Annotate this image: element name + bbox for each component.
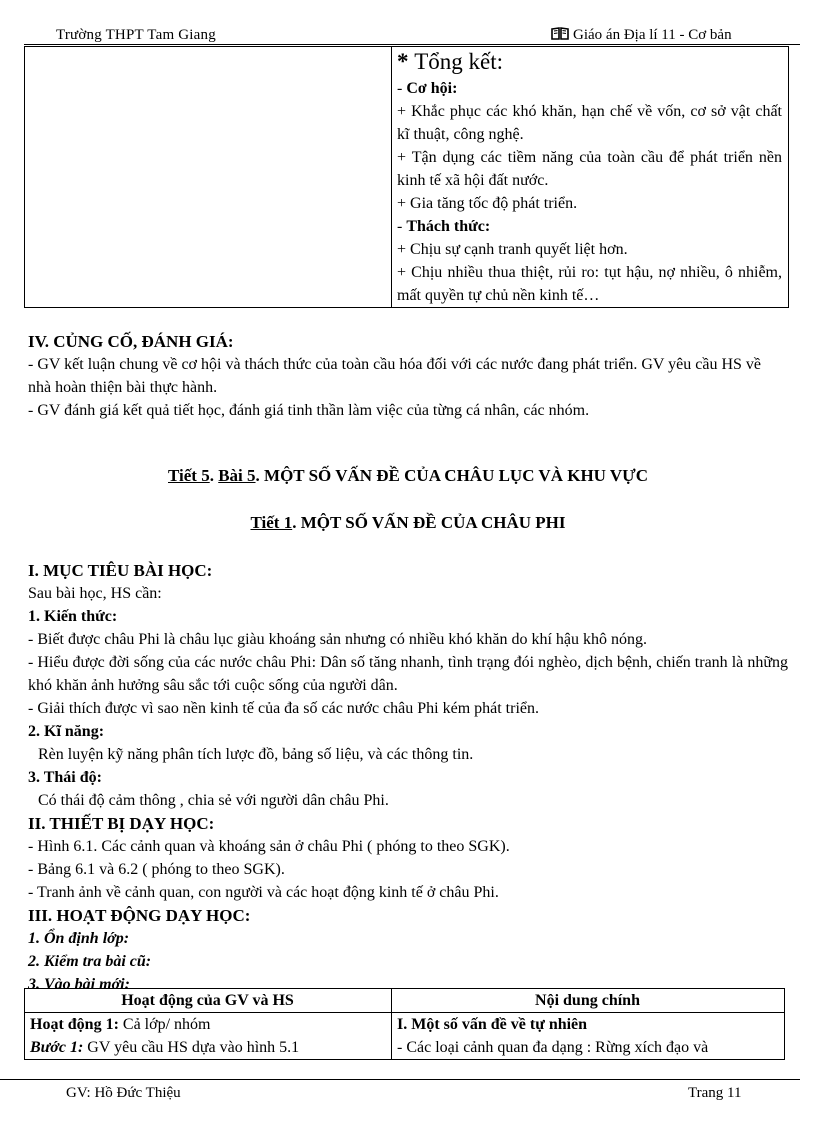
- activities-heading: III. HOẠT ĐỘNG DẠY HỌC:: [28, 906, 251, 925]
- page-number: Trang 11: [688, 1085, 742, 1101]
- list-item: - Tranh ảnh về cảnh quan, con người và các hoạt động kinh tế ở châu Phi.: [28, 884, 499, 901]
- summary-cell: [392, 47, 789, 308]
- column-header: Nội dung chính: [392, 989, 785, 1013]
- content-heading: I. Một số vấn đề về tự nhiên: [397, 1016, 588, 1033]
- list-item: + Chịu sự cạnh tranh quyết liệt hơn.: [397, 241, 628, 258]
- attitude-text: Có thái độ cảm thông , chia sẻ với người dân châu Phi.: [38, 792, 389, 809]
- list-item: - Hình 6.1. Các cảnh quan và khoáng sản ở châu Phi ( phóng to theo SGK).: [28, 838, 510, 855]
- equipment-heading: II. THIẾT BỊ DẠY HỌC:: [28, 814, 215, 833]
- paragraph: - GV đánh giá kết quả tiết học, đánh giá tinh thần làm việc của từng cá nhân, các nhóm.: [28, 402, 590, 419]
- objectives-intro: Sau bài học, HS cần:: [28, 585, 162, 602]
- step-heading: 1. Ổn định lớp:: [28, 930, 130, 947]
- consolidation-section: [28, 330, 788, 422]
- period-title: Tiết 1. MỘT SỐ VẤN ĐỀ CỦA CHÂU PHI: [250, 513, 566, 532]
- list-item: - Hiểu được đời sống của các nước châu Phi: Dân số tăng nhanh, tình trạng đói nghèo, dịch bệnh, chiến tranh là những khó khăn ảnh hưởng sâu sắc tới cuộc sống của người dân.: [28, 654, 788, 694]
- teacher-name: GV: Hồ Đức Thiệu: [66, 1085, 181, 1101]
- table-row: [25, 1013, 785, 1060]
- table-cell: [392, 1013, 785, 1060]
- list-item: + Gia tăng tốc độ phát triển.: [397, 195, 578, 212]
- activity-label: Hoạt động 1:: [30, 1016, 119, 1033]
- skills-heading: 2. Kĩ năng:: [28, 723, 105, 740]
- challenge-heading: - Thách thức:: [397, 218, 491, 235]
- activity-table: [24, 988, 785, 1060]
- table-header-row: [25, 989, 785, 1013]
- summary-title: * Tổng kết:: [397, 49, 504, 74]
- list-item: + Tận dụng các tiềm năng của toàn cầu để phát triển nền kinh tế xã hội đất nước.: [397, 149, 782, 189]
- lesson-title: Tiết 5. Bài 5. MỘT SỐ VẤN ĐỀ CỦA CHÂU LỤC VÀ KHU VỰC: [168, 466, 648, 485]
- step-label: Bước 1:: [30, 1039, 84, 1056]
- list-item: - Bảng 6.1 và 6.2 ( phóng to theo SGK).: [28, 861, 285, 878]
- table-row: [25, 47, 789, 308]
- empty-activity-cell: [25, 47, 392, 308]
- header-divider: [24, 44, 800, 45]
- list-item: + Chịu nhiều thua thiệt, rủi ro: tụt hậu, nợ nhiều, ô nhiễm, mất quyền tự chủ nền kinh tế…: [397, 264, 782, 304]
- list-item: + Khắc phục các khó khăn, hạn chế về vốn, cơ sở vật chất kĩ thuật, công nghệ.: [397, 103, 782, 143]
- footer-divider: [0, 1079, 800, 1080]
- opportunity-heading: - Cơ hội:: [397, 80, 458, 97]
- list-item: - Biết được châu Phi là châu lục giàu khoáng sản nhưng có nhiều khó khăn do khí hậu khô nóng.: [28, 631, 648, 648]
- document-title: [551, 27, 732, 44]
- paragraph: - GV kết luận chung về cơ hội và thách thức của toàn cầu hóa đối với các nước đang phát triển. GV yêu cầu HS về nhà hoàn thiện bài thực hành.: [28, 356, 762, 396]
- attitude-heading: 3. Thái độ:: [28, 769, 102, 786]
- lesson-body: [28, 559, 788, 996]
- objectives-heading: I. MỤC TIÊU BÀI HỌC:: [28, 561, 213, 580]
- summary-table: [24, 46, 789, 308]
- open-book-icon: [551, 27, 569, 40]
- column-header: Hoạt động của GV và HS: [25, 989, 392, 1013]
- list-item: - Giải thích được vì sao nền kinh tế của đa số các nước châu Phi kém phát triển.: [28, 700, 539, 717]
- section-heading: IV. CỦNG CỐ, ĐÁNH GIÁ:: [28, 332, 234, 351]
- table-cell: Hoạt động 1: Cả lớp/ nhóm Bước 1: GV yêu cầu HS dựa vào hình 5.1: [25, 1013, 392, 1060]
- step-heading: 2. Kiểm tra bài cũ:: [28, 953, 152, 970]
- knowledge-heading: 1. Kiến thức:: [28, 608, 118, 625]
- document-title-text: Giáo án Địa lí 11 - Cơ bản: [573, 27, 732, 43]
- skills-text: Rèn luyện kỹ năng phân tích lược đồ, bảng số liệu, và các thông tin.: [38, 746, 474, 763]
- school-name: Trường THPT Tam Giang: [56, 27, 216, 43]
- step-heading: 3. Vào bài mới:: [28, 976, 130, 993]
- content-line: - Các loại cảnh quan đa dạng : Rừng xích đạo và: [397, 1039, 709, 1056]
